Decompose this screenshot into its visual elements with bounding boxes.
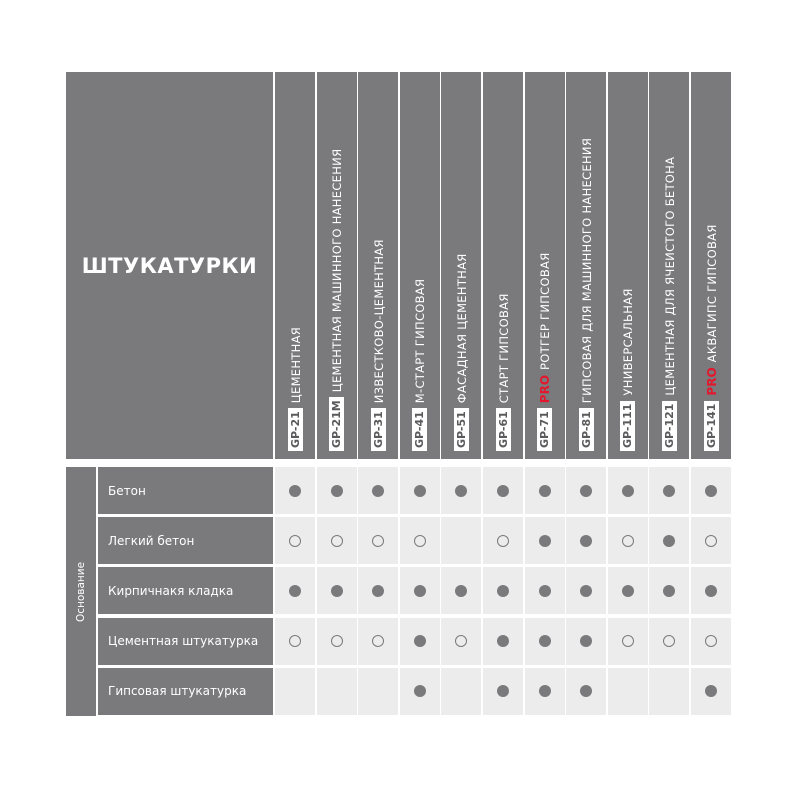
row-label-cell [98, 467, 273, 514]
filled-circle-icon [414, 485, 426, 497]
empty-circle-icon [455, 635, 467, 647]
table-cell [525, 517, 565, 564]
filled-circle-icon [414, 635, 426, 647]
table-cell [566, 517, 606, 564]
table-cell [649, 517, 689, 564]
empty-circle-icon [289, 635, 301, 647]
product-name: ЦЕМЕНТНАЯ [288, 326, 302, 404]
table-cell [275, 467, 315, 514]
row-label-cell [98, 567, 273, 614]
table-cell [317, 668, 357, 715]
table-title-block [66, 72, 273, 459]
table-cell [400, 517, 440, 564]
table-cell [400, 467, 440, 514]
row-label-cell [98, 668, 273, 715]
product-code: GP-21 [288, 408, 303, 451]
filled-circle-icon [414, 685, 426, 697]
table-cell [317, 517, 357, 564]
product-code: GP-71 [537, 408, 552, 451]
empty-circle-icon [705, 535, 717, 547]
filled-circle-icon [580, 585, 592, 597]
table-cell [483, 668, 523, 715]
column-header [441, 72, 481, 459]
product-code: GP-21M [329, 397, 344, 451]
empty-circle-icon [331, 535, 343, 547]
empty-circle-icon [663, 635, 675, 647]
filled-circle-icon [372, 485, 384, 497]
filled-circle-icon [372, 585, 384, 597]
table-cell [358, 668, 398, 715]
table-cell [525, 668, 565, 715]
product-name: УНИВЕРСАЛЬНАЯ [620, 288, 635, 396]
row-label-cell [98, 517, 273, 564]
table-cell [275, 517, 315, 564]
filled-circle-icon [455, 485, 467, 497]
column-header [608, 72, 648, 459]
table-cell [400, 668, 440, 715]
table-cell [358, 467, 398, 514]
product-name: ФАСАДНАЯ ЦЕМЕНТНАЯ [454, 253, 469, 404]
empty-circle-icon [705, 635, 717, 647]
empty-circle-icon [622, 535, 634, 547]
product-code: GP-141 [704, 401, 719, 451]
column-header [566, 72, 606, 459]
table-cell [608, 618, 648, 665]
filled-circle-icon [539, 485, 551, 497]
table-cell [275, 668, 315, 715]
filled-circle-icon [663, 485, 675, 497]
pro-tag: PRO [537, 374, 552, 404]
table-cell [441, 618, 481, 665]
column-header [483, 72, 523, 459]
product-name: М-СТАРТ ГИПСОВАЯ [412, 278, 427, 404]
table-cell [525, 618, 565, 665]
table-cell [441, 517, 481, 564]
filled-circle-icon [497, 635, 509, 647]
filled-circle-icon [580, 685, 592, 697]
filled-circle-icon [497, 485, 509, 497]
filled-circle-icon [414, 585, 426, 597]
table-cell [649, 618, 689, 665]
row-label: Бетон [108, 483, 146, 498]
table-cell [483, 467, 523, 514]
product-code: GP-41 [412, 408, 427, 451]
filled-circle-icon [539, 685, 551, 697]
filled-circle-icon [539, 535, 551, 547]
table-cell [358, 517, 398, 564]
column-header [358, 72, 398, 459]
table-cell [608, 567, 648, 614]
filled-circle-icon [705, 685, 717, 697]
table-cell [566, 618, 606, 665]
table-cell [358, 567, 398, 614]
table-cell [691, 618, 731, 665]
column-header [400, 72, 440, 459]
filled-circle-icon [705, 485, 717, 497]
product-name: ЦЕМЕНТНАЯ ДЛЯ ЯЧЕИСТОГО БЕТОНА [662, 156, 677, 396]
table-title: ШТУКАТУРКИ [81, 253, 258, 278]
table-cell [483, 618, 523, 665]
product-name: ЦЕМЕНТНАЯ МАШИННОГО НАНЕСЕНИЯ [329, 148, 344, 393]
filled-circle-icon [705, 585, 717, 597]
filled-circle-icon [289, 585, 301, 597]
empty-circle-icon [372, 535, 384, 547]
product-name: РОТГЕР ГИПСОВАЯ [537, 252, 552, 370]
empty-circle-icon [497, 535, 509, 547]
product-name: АКВАГИПС ГИПСОВАЯ [704, 224, 718, 363]
table-cell [691, 467, 731, 514]
table-cell [483, 567, 523, 614]
table-cell [317, 618, 357, 665]
filled-circle-icon [497, 585, 509, 597]
empty-circle-icon [289, 535, 301, 547]
table-cell [691, 567, 731, 614]
pro-tag: PRO [704, 367, 718, 396]
table-cell [608, 467, 648, 514]
filled-circle-icon [497, 685, 509, 697]
filled-circle-icon [580, 485, 592, 497]
table-cell [608, 668, 648, 715]
product-code: GP-111 [620, 401, 635, 451]
table-cell [566, 567, 606, 614]
filled-circle-icon [663, 585, 675, 597]
filled-circle-icon [539, 585, 551, 597]
table-cell [483, 517, 523, 564]
table-cell [649, 567, 689, 614]
filled-circle-icon [622, 585, 634, 597]
product-code: GP-81 [579, 408, 594, 451]
table-cell [525, 567, 565, 614]
table-cell [649, 668, 689, 715]
product-name: ИЗВЕСТКОВО-ЦЕМЕНТНАЯ [371, 239, 386, 404]
filled-circle-icon [580, 635, 592, 647]
table-cell [441, 567, 481, 614]
side-label: Основание [75, 561, 87, 622]
product-name: СТАРТ ГИПСОВАЯ [496, 293, 510, 404]
filled-circle-icon [539, 635, 551, 647]
table-cell [691, 668, 731, 715]
filled-circle-icon [622, 485, 634, 497]
table-cell [525, 467, 565, 514]
table-cell [441, 467, 481, 514]
table-cell [566, 668, 606, 715]
row-label: Цементная штукатурка [108, 634, 259, 649]
row-label: Легкий бетон [108, 533, 195, 548]
product-code: GP-121 [662, 401, 677, 451]
filled-circle-icon [289, 485, 301, 497]
product-code: GP-61 [496, 408, 511, 451]
row-label: Кирпичнакя кладка [108, 583, 234, 598]
product-name: ГИПСОВАЯ ДЛЯ МАШИННОГО НАНЕСЕНИЯ [579, 137, 594, 404]
product-code: GP-51 [454, 408, 469, 451]
filled-circle-icon [663, 535, 675, 547]
column-header [525, 72, 565, 459]
empty-circle-icon [372, 635, 384, 647]
table-cell [275, 567, 315, 614]
product-code: GP-31 [371, 408, 386, 451]
table-cell [649, 467, 689, 514]
empty-circle-icon [331, 635, 343, 647]
empty-circle-icon [622, 635, 634, 647]
table-cell [566, 467, 606, 514]
table-cell [691, 517, 731, 564]
column-header [275, 72, 315, 459]
table-cell [400, 618, 440, 665]
column-header [649, 72, 689, 459]
table-cell [317, 467, 357, 514]
table-cell [358, 618, 398, 665]
empty-circle-icon [414, 535, 426, 547]
table-cell [441, 668, 481, 715]
table-cell [400, 567, 440, 614]
table-cell [317, 567, 357, 614]
table-cell [608, 517, 648, 564]
side-label-block [66, 467, 96, 716]
row-label-cell [98, 618, 273, 665]
filled-circle-icon [331, 585, 343, 597]
filled-circle-icon [455, 585, 467, 597]
filled-circle-icon [331, 485, 343, 497]
filled-circle-icon [580, 535, 592, 547]
row-label: Гипсовая штукатурка [108, 684, 247, 699]
table-cell [275, 618, 315, 665]
column-header [691, 72, 731, 459]
column-header [317, 72, 357, 459]
